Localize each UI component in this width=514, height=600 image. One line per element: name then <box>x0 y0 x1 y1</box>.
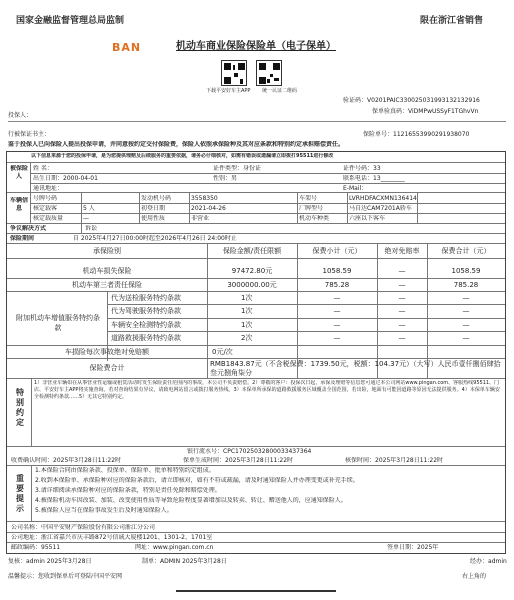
important-item-1: 2.收到本保险单、承保险种对应的保险条款后，请立即核对，如有不符或疏漏，请及时通知保险人并办理变更或补充手续。 <box>35 477 359 484</box>
coverage-header-4: 保费合计（元） <box>441 247 491 255</box>
sign-time-line <box>345 457 443 464</box>
addon-premium-1: — <box>333 307 341 315</box>
info-warning: 以下信息来源于您的投保申请，是为您提供理赔及后续服务的重要依据，请务必仔细核对，如需有错误或遗漏请立即拨打95511进行修改 <box>31 153 334 159</box>
website-line <box>135 544 213 551</box>
addon-total-2: — <box>462 321 470 329</box>
sign-date-label: 签单日期： <box>387 544 418 551</box>
verify-code2: ViDMPwUSSyF1TGhvVn <box>408 108 479 115</box>
sign-label: 行被保证书主： <box>8 131 51 138</box>
special-label: 特别约定 <box>16 388 24 427</box>
company-addr-label: 公司地址： <box>11 534 42 541</box>
id-type-value: 身份证 <box>243 165 262 172</box>
coverage-amount-0: 97472.80元 <box>231 267 273 275</box>
id-no-label: 证件号码： <box>343 165 374 172</box>
vin-label: 车架号 <box>299 195 318 202</box>
bank-line <box>187 448 311 455</box>
seats-label: 核定载客 <box>33 205 58 212</box>
addon-deductible-1: — <box>398 307 406 315</box>
load-value: — <box>83 215 89 222</box>
coverage-premium-0: 1058.59 <box>322 267 352 275</box>
receipt-time: 2025年3月28日11:22时 <box>53 457 122 464</box>
premium-total-label: 保险费合计 <box>89 364 125 372</box>
sign-time: 2025年3月28日11:22时 <box>375 457 444 464</box>
verify-code-label: 验证码： <box>343 97 368 104</box>
coverage-total-1: 785.28 <box>453 281 479 289</box>
dispute-label: 争议解决方式 <box>10 225 47 232</box>
important-item-2: 3.请详细阅读承保险种对应的保险条款，特别是责任免除和赔偿处理。 <box>35 487 221 494</box>
verify-code2-line <box>372 108 478 115</box>
addon-deductible-2: — <box>398 321 406 329</box>
policy-table <box>6 151 506 554</box>
sign-date: 2025年 <box>417 544 439 551</box>
addon-group-label: 附加机动车增值服务特约条款 <box>16 314 100 332</box>
email-label: E-Mail： <box>343 185 368 192</box>
insured-name <box>33 165 53 172</box>
premium-total-value: RMB1843.87元（不含税保费：1739.50元，税额：104.37元）（大写）人民币壹仟捌佰肆拾叁元捌角柒分 <box>210 360 501 377</box>
seats-value: 5 人 <box>83 205 95 212</box>
qr-caption-1: 下载平安好车主APP <box>206 88 251 94</box>
deductible-value: 0元/次 <box>212 348 233 356</box>
addon-name-0: 代为送检服务特约条款 <box>111 294 181 302</box>
coverage-amount-1: 3000000.00元 <box>227 281 277 289</box>
qr-code-icon <box>221 60 247 86</box>
postcode-line <box>11 544 60 551</box>
qr-code-icon <box>256 60 282 86</box>
addon-name-3: 道路救援服务特约条款 <box>111 334 181 342</box>
important-label: 重要提示 <box>16 474 24 513</box>
coverage-name-0: 机动车损失保险 <box>82 267 132 275</box>
coverage-header-0: 承保险别 <box>93 247 121 255</box>
website-label: 网址： <box>135 544 154 551</box>
insured-gender <box>213 175 237 182</box>
model-value: 马自达CAM7201A轿车 <box>349 205 412 212</box>
company-name-line <box>11 524 155 531</box>
addr-label: 通讯地址： <box>33 185 64 192</box>
engine-label: 发动机号码 <box>141 195 172 202</box>
bottom-tip: 温馨提示：您收到保单后可登陆中国平安网 <box>8 573 123 580</box>
special-text: 1）非营业车辆如在从事营业性运输或租赁活动时发生保险责任范围内的事故，本公司不负责赔偿。2）尊敬的客户：投保次日起，承保及理赔等信息您可通过本公司网站www.pingan.com、客服热线95511、门店、平安好车主APP将实施查询。若对查询结果有异议，请致电网站留言或拨打服务热线。3）本保单所承保的道路救援服务区域覆盖全国范围，若出险，地面有可能因道路等原因无法提供服务。4）本保单车辆安全检测特约条款……5）无其它特别约定。 <box>34 380 500 400</box>
postcode-label: 邮政编码： <box>11 544 42 551</box>
gender-label: 性别： <box>213 175 232 182</box>
addon-name-1: 代为驾驶服务特约条款 <box>111 307 181 315</box>
type-value: 六座以下客车 <box>349 215 386 222</box>
addon-premium-2: — <box>333 321 341 329</box>
staff-line <box>8 558 91 565</box>
coverage-header-3: 绝对免赔率 <box>384 247 420 255</box>
deductible-label: 车损险每次事故绝对免赔额 <box>65 348 149 356</box>
period-label: 保险期间 <box>10 235 35 242</box>
insured-phone <box>343 175 405 182</box>
addon-deductible-0: — <box>398 294 406 302</box>
company-name-label: 公司名称： <box>11 524 42 531</box>
addon-deductible-3: — <box>398 334 406 342</box>
insured-addr <box>33 185 63 192</box>
addon-premium-3: — <box>333 334 341 342</box>
logo-text: BAN <box>112 41 142 54</box>
notice-line: 鉴于投保人已向保险人提出投保申请，并同意按约定交付保险费，保险人依照承保险种及其对应条款和特别约定承担赔偿责任。 <box>8 141 345 148</box>
applicant-line <box>8 112 32 119</box>
website: www.pingan.com.cn <box>153 544 214 551</box>
period-value: 自 2025年4月27日00:00时起至2026年4月26日 24:00时止 <box>73 235 237 242</box>
reviewer: admin 2025年3月28日 <box>26 558 92 565</box>
company-name: 中国平安财产保险股份有限公司浙江分公司 <box>41 524 156 531</box>
id-type-label: 证件类型： <box>213 165 244 172</box>
birth-label: 出生日期： <box>33 175 64 182</box>
handler-line <box>470 558 507 565</box>
addon-amount-1: 1次 <box>241 307 253 315</box>
sales-region: 限在浙江省销售 <box>420 16 484 26</box>
qr-caption-2: 统一认证二维码 <box>262 88 298 94</box>
policy-no-label: 保险单号： <box>363 131 394 138</box>
bank-label: 银行流水号： <box>187 448 224 455</box>
handler-label: 经办： <box>470 558 489 565</box>
handler: admin <box>488 558 507 565</box>
vehicle-section-label: 车辆信息 <box>9 197 28 212</box>
phone-value: 13________ <box>373 175 405 182</box>
use-label: 使用性质 <box>141 215 166 222</box>
load-label: 核定载质量 <box>33 215 64 222</box>
issue-time-label: 保单生成时间： <box>183 457 226 464</box>
insured-id-type <box>213 165 261 172</box>
verify-code-line <box>343 97 480 104</box>
addon-total-3: — <box>462 334 470 342</box>
issue-time-line <box>183 457 293 464</box>
regulator-heading: 国家金融监督管理总局监制 <box>16 16 125 26</box>
coverage-name-1: 机动车第三者责任保险 <box>72 281 142 289</box>
addon-amount-3: 2次 <box>241 334 253 342</box>
birth-value: 2000-04-01 <box>63 175 98 182</box>
coverage-premium-1: 785.28 <box>324 281 350 289</box>
receipt-time-label: 收费确认时间： <box>11 457 54 464</box>
reviewer-label: 复核： <box>8 558 27 565</box>
engine-value: 3558350 <box>191 195 218 202</box>
insured-birth <box>33 175 98 182</box>
company-addr: 浙江省嘉兴市庆丰路872号信诚大厦楼1201、1301-2、1701室 <box>41 534 213 541</box>
reg-date-value: 2021-04-26 <box>191 205 226 212</box>
id-no-value: 33 <box>373 165 381 172</box>
type-label: 机动车种类 <box>299 215 330 222</box>
issue-time: 2025年3月28日11:22时 <box>225 457 294 464</box>
addon-amount-2: 1次 <box>241 321 253 329</box>
addon-total-1: — <box>462 307 470 315</box>
coverage-total-0: 1058.59 <box>451 267 481 275</box>
addon-amount-0: 1次 <box>241 294 253 302</box>
reg-date-label: 初登日期 <box>141 205 166 212</box>
maker-line <box>142 558 227 565</box>
receipt-time-line <box>11 457 121 464</box>
addon-premium-0: — <box>333 294 341 302</box>
dispute-value: 诉讼 <box>85 225 98 232</box>
coverage-deductible-1: — <box>398 281 406 289</box>
maker: ADMIN 2025年3月28日 <box>160 558 227 565</box>
coverage-deductible-0: — <box>398 267 406 275</box>
document-title: 机动车商业保险保险单（电子保单） <box>176 41 336 52</box>
insured-email <box>343 185 367 192</box>
phone-label: 联系电话： <box>343 175 374 182</box>
bank-no: CPC17025032800033437364 <box>223 448 312 455</box>
model-label: 厂牌型号 <box>299 205 324 212</box>
verify-code2-label: 保单验真码： <box>372 108 409 115</box>
policy-no-line <box>363 131 469 138</box>
addon-name-2: 车辆安全检测特约条款 <box>111 321 181 329</box>
verify-code: V0201PAIC330025031993132132916 <box>367 97 480 104</box>
gender-value: 男 <box>231 175 238 182</box>
important-item-4: 5.被保险人应当在保险事故发生后及时通知保险人。 <box>35 507 173 514</box>
coverage-header-2: 保费小计（元） <box>312 247 362 255</box>
insured-id-no <box>343 165 381 172</box>
postcode: 95511 <box>41 544 61 551</box>
sign-time-label: 核保时间： <box>345 457 376 464</box>
applicant-label: 投保人： <box>8 112 33 119</box>
bottom-tip-right: 右上角的 <box>462 573 487 580</box>
company-addr-line <box>11 534 212 541</box>
important-item-0: 1.本保险合同由保险条款、投保单、保险单、批单和特别约定组成。 <box>35 467 215 474</box>
plate-label: 号牌号码 <box>33 195 58 202</box>
bottom-divider <box>176 590 336 592</box>
use-value: 非营业 <box>191 215 210 222</box>
coverage-header-1: 保险金额/责任限额 <box>222 247 282 255</box>
sign-date-line <box>387 544 438 551</box>
insured-section-label: 被保险人 <box>9 165 28 180</box>
company-logo <box>112 41 141 54</box>
vin-value: LVRHDFACXMN136414 <box>349 195 417 202</box>
policy-no: 11216553990291938070 <box>393 131 470 138</box>
addon-total-0: — <box>462 294 470 302</box>
important-item-3: 4.被保险机动车因改装、加装、改变使用性质等导致危险程度显著增加以及转卖、转让、赠送他人的，应通知保险人。 <box>35 497 347 504</box>
header-divider <box>8 121 506 122</box>
name-label: 姓 名： <box>33 165 53 172</box>
maker-label: 制单： <box>142 558 161 565</box>
